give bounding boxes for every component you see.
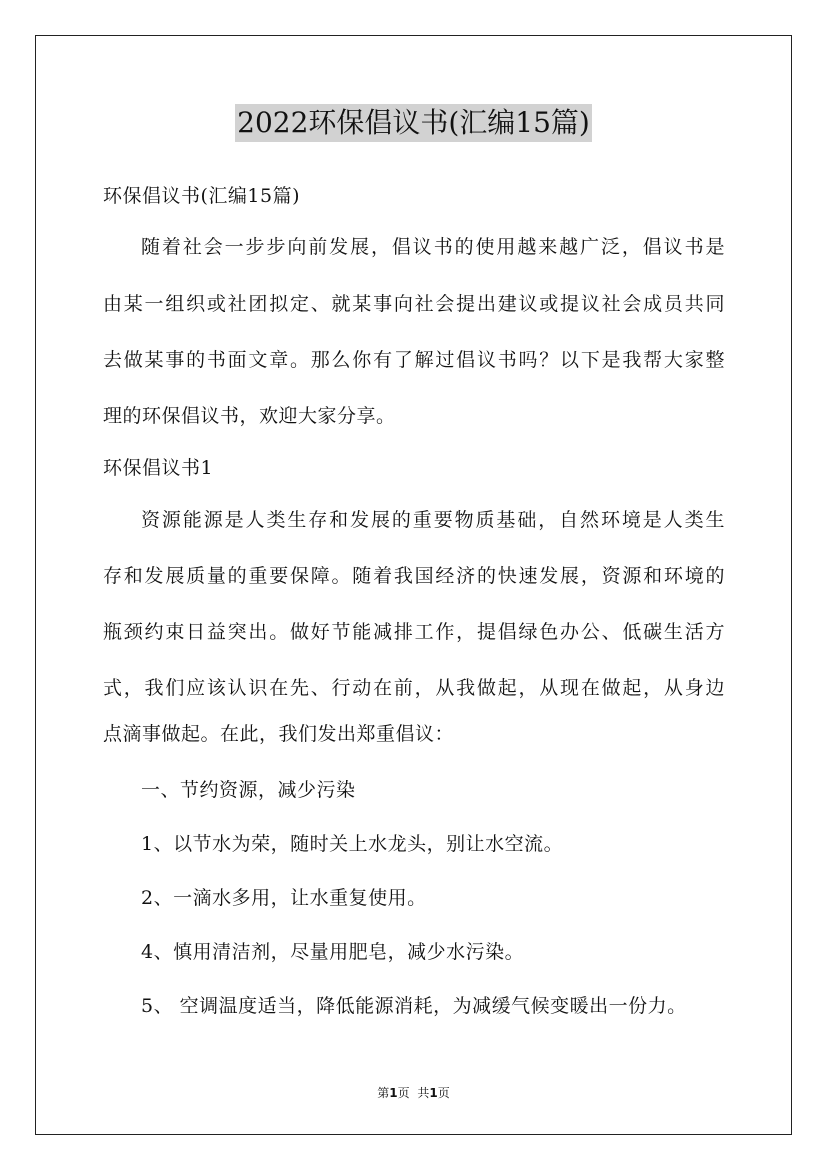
- total-prefix: 共: [417, 1086, 430, 1100]
- list-item: 5、 空调温度适当，降低能源消耗，为减缓气候变暖出一份力。: [141, 995, 687, 1017]
- section-heading: 环保倡议书1: [103, 457, 214, 479]
- body-line-4: 式，我们应该认识在先、行动在前，从我做起，从现在做起，从身边: [103, 677, 725, 699]
- body-line-1: 资源能源是人类生存和发展的重要物质基础，自然环境是人类生: [141, 509, 725, 531]
- intro-line-3: 去做某事的书面文章。那么你有了解过倡议书吗？以下是我帮大家整: [103, 349, 725, 371]
- document-title: 2022环保倡议书(汇编15篇): [235, 104, 592, 142]
- page-prefix: 第: [377, 1086, 390, 1100]
- body-line-3: 瓶颈约束日益突出。做好节能减排工作，提倡绿色办公、低碳生活方: [103, 621, 725, 643]
- point-heading: 一、节约资源，减少污染: [141, 779, 356, 801]
- list-item: 1、以节水为荣，随时关上水龙头，别让水空流。: [141, 833, 564, 855]
- list-item: 2、一滴水多用，让水重复使用。: [141, 887, 427, 909]
- page-suffix: 页: [397, 1086, 410, 1100]
- intro-line-4: 理的环保倡议书，欢迎大家分享。: [103, 405, 396, 427]
- intro-line-1: 随着社会一步步向前发展，倡议书的使用越来越广泛，倡议书是: [141, 236, 725, 258]
- intro-line-2: 由某一组织或社团拟定、就某事向社会提出建议或提议社会成员共同: [103, 293, 725, 315]
- list-item: 4、慎用清洁剂，尽量用肥皂，减少水污染。: [141, 941, 525, 963]
- page-footer: [0, 1084, 827, 1101]
- body-line-5: 点滴事做起。在此，我们发出郑重倡议：: [103, 723, 455, 745]
- subtitle: 环保倡议书(汇编15篇): [103, 185, 301, 207]
- page-number: 1: [389, 1086, 398, 1100]
- total-suffix: 页: [437, 1086, 450, 1100]
- total-pages: 1: [429, 1086, 438, 1100]
- body-line-2: 存和发展质量的重要保障。随着我国经济的快速发展，资源和环境的: [103, 565, 725, 587]
